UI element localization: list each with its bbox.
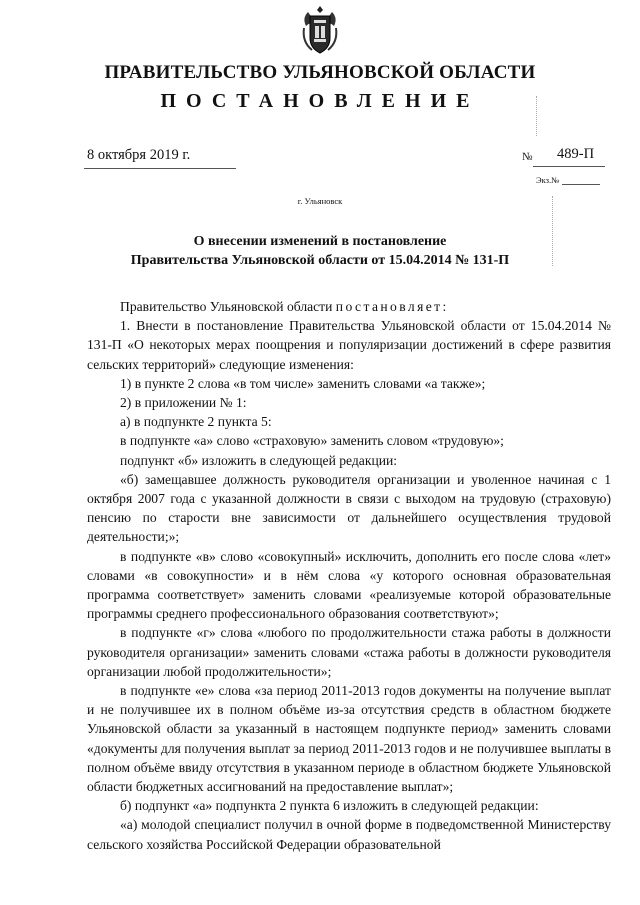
date-underline [84,168,236,169]
copy-number-label: Экз.№ [536,175,560,185]
scan-edge-mark [552,196,553,266]
government-title: ПРАВИТЕЛЬСТВО УЛЬЯНОВСКОЙ ОБЛАСТИ [104,62,536,83]
document-type: ПОСТАНОВЛЕНИЕ [160,90,480,112]
body-paragraph: подпункт «б» изложить в следующей редакции: [120,452,398,468]
copy-number-underline [562,184,600,185]
body-paragraph: а) в подпункте 2 пункта 5: [120,414,272,430]
document-body [87,297,611,854]
body-paragraph: в подпункте «а» слово «страховую» заменить словом «трудовую»; [120,433,504,449]
city-name: г. Ульяновск [297,196,343,206]
body-paragraph: 2) в приложении № 1: [120,395,247,411]
subject-line-2: Правительства Ульяновской области от 15.04.2014 № 131-П [130,253,510,268]
scan-edge-mark [536,96,537,136]
body-paragraph: 1) в пункте 2 слова «в том числе» заменить словами «а также»; [120,375,486,391]
body-paragraph: б) подпункт «а» подпункта 2 пункта 6 изложить в следующей редакции: [120,798,539,814]
document-subject [0,232,640,270]
number-label: № [522,151,533,163]
document-date: 8 октября 2019 г. [87,147,191,163]
body-paragraph: «б) замещавшее должность руководителя организации и уволенное начиная с 1 октября 2007 года с указанной должности в связи с выходом на трудовую (страховую) пенсию по старости вне зависимости от дальнейшего осуществления трудовой деятельности;»; [87,471,611,545]
coat-of-arms-icon [300,4,340,56]
body-paragraph: 1. Внести в постановление Правительства Ульяновской области от 15.04.2014 № 131-П «О некоторых мерах поощрения и популяризации достижений в сфере развития сельских территорий» следующие изменения: [87,318,611,372]
document-number: 489-П [557,146,595,162]
intro-verb: постановляет: [335,299,449,314]
intro-paragraph [87,297,611,316]
body-paragraph: «а) молодой специалист получил в очной форме в подведомственной Министерству сельского хозяйства Российской Федерации образовательной [87,817,611,852]
number-underline [533,166,605,167]
body-paragraph: в подпункте «в» слово «совокупный» исключить, дополнить его после слова «лет» словами «в совокупности» и в нём слова «у которого основная образовательная программа соответствует» заменить словами «реализуемые которой образовательные программы среднего профессионального образования соответствуют»; [87,548,611,622]
body-paragraph: в подпункте «е» слова «за период 2011-2013 годов документы на получение выплат и не получившее их в полном объёме из-за отсутствия средств в областном бюджете Ульяновской области за указанный в настоящем подпункте период» заменить словами «документы для получения выплат за период 2011-2013 годов и не получившее выплаты в полном объёме ввиду отсутствия в указанном периоде в областном бюджете Ульяновской области бюджетных ассигнований на предоставление выплат»; [87,683,611,795]
body-paragraph: в подпункте «г» слова «любого по продолжительности стажа работы в должности руководителя организации» заменить словами «стажа работы в должности руководителя организации любой продолжительности»; [87,625,611,679]
intro-prefix: Правительство Ульяновской области [120,299,336,314]
subject-line-1: О внесении изменений в постановление [193,234,447,249]
